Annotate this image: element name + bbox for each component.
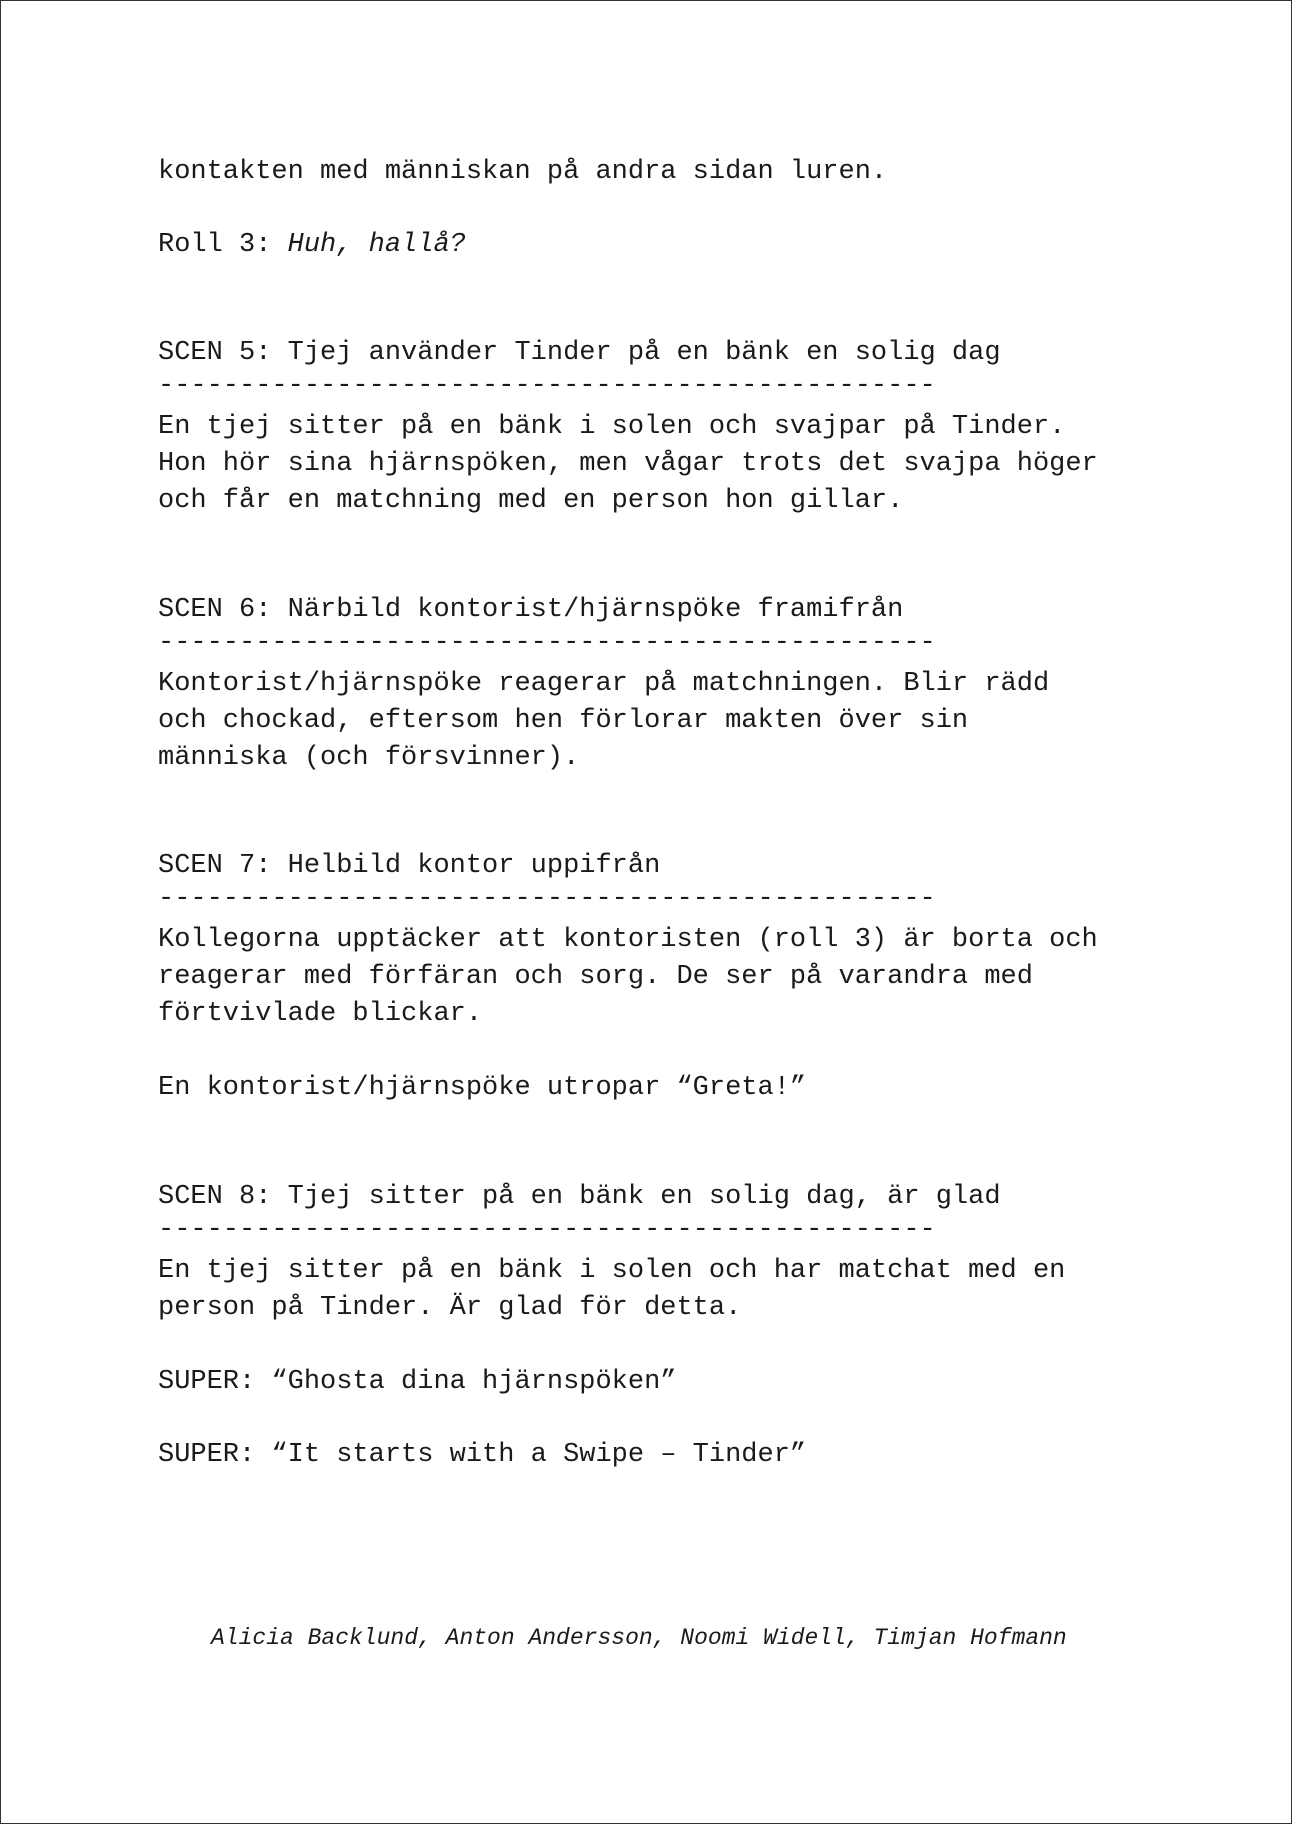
roll-text: Huh, hallå? <box>287 230 466 260</box>
scene-6-line-2: och chockad, eftersom hen förlorar makten över sin <box>158 706 969 736</box>
scene-5-line-1: En tjej sitter på en bänk i solen och svajpar på Tinder. <box>158 412 1066 442</box>
scene-7-divider: ------------------------------------------------ <box>158 884 936 914</box>
scene-6-heading: SCEN 6: Närbild kontorist/hjärnspöke framifrån <box>158 595 904 625</box>
scene-6-line-3: människa (och försvinner). <box>158 743 580 773</box>
scene-7-line-2: reagerar med förfäran och sorg. De ser på varandra med <box>158 962 1033 992</box>
intro-line: kontakten med människan på andra sidan luren. <box>158 157 888 187</box>
scene-5-line-2: Hon hör sina hjärnspöken, men vågar trots det svajpa höger <box>158 449 1098 479</box>
roll-line <box>158 230 466 260</box>
super-1: SUPER: “Ghosta dina hjärnspöken” <box>158 1367 677 1397</box>
scene-7-line-1: Kollegorna upptäcker att kontoristen (roll 3) är borta och <box>158 925 1098 955</box>
scene-8-divider: ------------------------------------------------ <box>158 1215 936 1245</box>
scene-5-line-3: och får en matchning med en person hon gillar. <box>158 486 904 516</box>
scene-5-divider: ------------------------------------------------ <box>158 371 936 401</box>
scene-7-heading: SCEN 7: Helbild kontor uppifrån <box>158 851 661 881</box>
credits: Alicia Backlund, Anton Andersson, Noomi Widell, Timjan Hofmann <box>211 1625 1067 1651</box>
scene-6-divider: ------------------------------------------------ <box>158 628 936 658</box>
scene-7-extra: En kontorist/hjärnspöke utropar “Greta!” <box>158 1073 807 1103</box>
scene-6-line-1: Kontorist/hjärnspöke reagerar på matchningen. Blir rädd <box>158 669 1050 699</box>
scene-8-line-2: person på Tinder. Är glad för detta. <box>158 1293 742 1323</box>
scene-5-heading: SCEN 5: Tjej använder Tinder på en bänk en solig dag <box>158 338 1001 368</box>
scene-7-line-3: förtvivlade blickar. <box>158 999 483 1029</box>
super-2: SUPER: “It starts with a Swipe – Tinder” <box>158 1440 807 1470</box>
scene-8-heading: SCEN 8: Tjej sitter på en bänk en solig dag, är glad <box>158 1182 1001 1212</box>
roll-label: Roll 3: <box>158 230 288 260</box>
scene-8-line-1: En tjej sitter på en bänk i solen och har matchat med en <box>158 1256 1066 1286</box>
